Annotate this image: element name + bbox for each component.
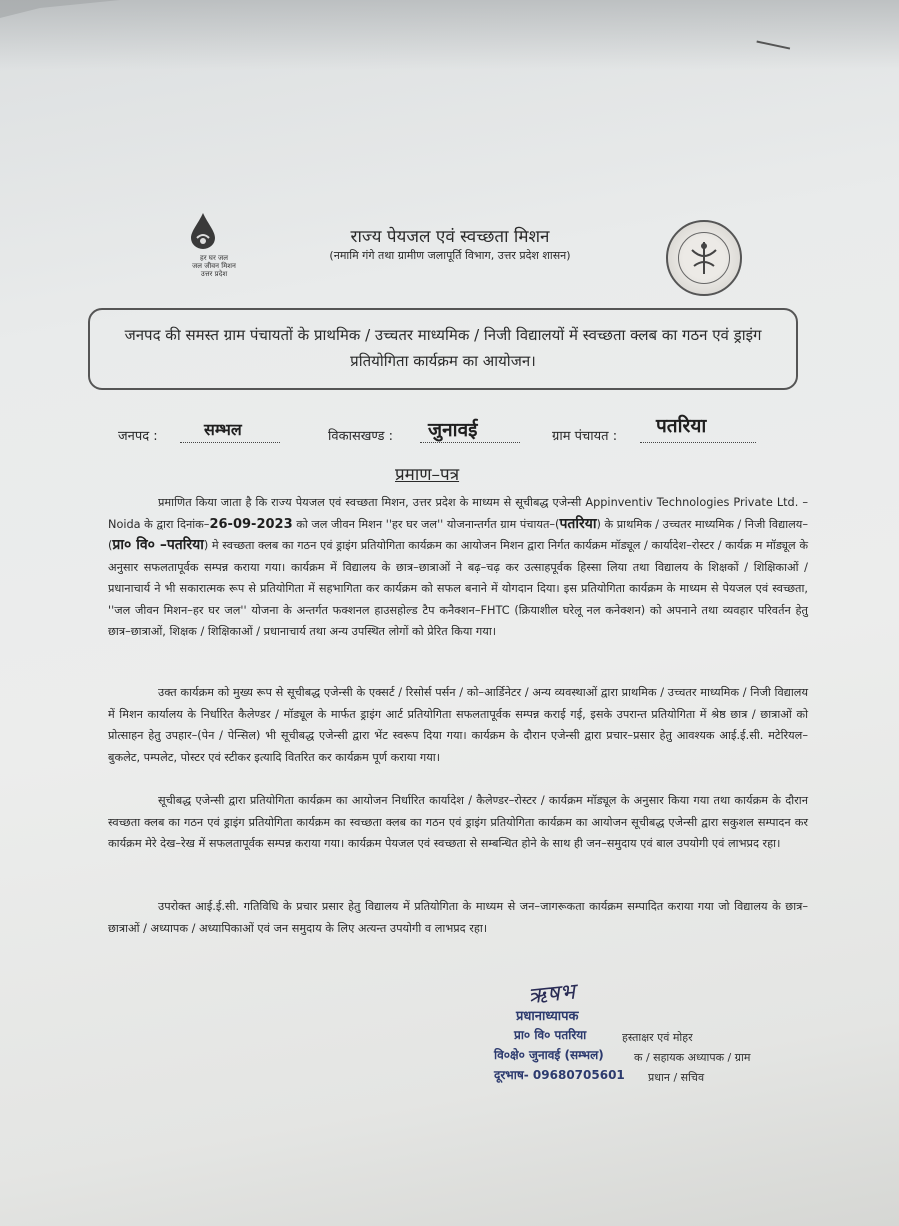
sign-side-1: हस्ताक्षर एवं मोहर bbox=[622, 1031, 693, 1044]
stamp-line-1: प्रधानाध्यापक bbox=[516, 1009, 579, 1024]
stamp-line-2: प्रा० वि० पतरिया bbox=[514, 1028, 587, 1042]
water-drop-icon bbox=[188, 212, 218, 250]
paper-shadow bbox=[0, 0, 899, 70]
logo-text-2: जल जीवन मिशन bbox=[192, 262, 236, 270]
stamp-line-3: वि०क्षे० जुनावई (सम्भल) bbox=[494, 1048, 604, 1062]
logo-text-1: हर घर जल bbox=[200, 254, 228, 262]
p1-gram: पतरिया bbox=[559, 515, 597, 532]
gram-value: पतरिया bbox=[656, 415, 707, 437]
header-subtitle: (नमामि गंगे तथा ग्रामीण जलापूर्ति विभाग, उत्तर प्रदेश शासन) bbox=[329, 249, 571, 262]
stamp-line-4: दूरभाष- 09680705601 bbox=[494, 1068, 625, 1082]
subject-box bbox=[88, 308, 798, 390]
sign-side-2: क / सहायक अध्यापक / ग्राम bbox=[634, 1051, 751, 1064]
logo-text-3: उत्तर प्रदेश bbox=[200, 270, 228, 278]
emblem-icon bbox=[688, 240, 720, 276]
signature-scribble: ऋषभ bbox=[526, 979, 577, 1010]
gram-label: ग्राम पंचायत : bbox=[552, 429, 618, 444]
vikaskhand-label: विकासखण्ड : bbox=[328, 429, 394, 444]
p1-text-c: ) के प्राथमिक / उच्चतर माध्यमिक / निजी विद्यालय–( bbox=[108, 517, 808, 552]
sign-side-3: प्रधान / सचिव bbox=[648, 1071, 705, 1084]
paragraph-2: उक्त कार्यक्रम को मुख्य रूप से सूचीबद्ध एजेन्सी के एक्सर्ट / रिसोर्स पर्सन / को–आर्डिनेटर / अन्य व्यवस्थाओं द्वारा प्राथमिक / उच्चतर माध्यमिक / निजी विद्यालय में मिशन कार्यालय के निर्धारित कैलेण्डर / मॉड्यूल के मार्फत ड्राइंग आर्ट प्रतियोगिता सफलतापूर्वक सम्पन्न कराई गई, इसके उपरान्त प्रतियोगिता में श्रेष्ठ छात्र / छात्राओं को प्रोत्साहन हेतु उपहार–(पेन / पेन्सिल) भी सूचीबद्ध एजेन्सी द्वारा भेंट स्वरूप दिया गया। कार्यक्रम के दौरान एजेन्सी द्वारा प्रचार–प्रसार हेतु आवश्यक आई.ई.सी. मटेरियल–बुकलेट, पम्पलेट, पोस्टर एवं स्टीकर इत्यादि वितरित कर कार्यक्रम पूर्ण कराया गया। bbox=[108, 686, 808, 764]
p1-school: प्रा० वि० –पतरिया bbox=[112, 537, 204, 553]
p1-date: 26-09-2023 bbox=[209, 516, 293, 532]
p1-text-b: को जल जीवन मिशन ''हर घर जल'' योजनान्तर्गत ग्राम पंचायत–( bbox=[292, 517, 560, 531]
vikaskhand-value: जुनावई bbox=[428, 419, 478, 441]
header-title: राज्य पेयजल एवं स्वच्छता मिशन bbox=[350, 227, 550, 247]
janpad-value: सम्भल bbox=[204, 420, 242, 439]
paragraph-1 bbox=[108, 492, 808, 643]
paragraph-3: सूचीबद्ध एजेन्सी द्वारा प्रतियोगिता कार्यक्रम का आयोजन निर्धारित कार्यादेश / कैलेण्डर–रोस्टर / कार्यक्रम मॉड्यूल के अनुसार किया गया तथा कार्यक्रम के दौरान स्वच्छता क्लब का गठन एवं ड्राइंग प्रतियोगिता कार्यक्रम का स्वच्छता क्लब का गठन एवं ड्राइंग प्रतियोगिता कार्यक्रम का आयोजन सूचीबद्ध एजेन्सी द्वारा सकुशल सम्पादन कर कार्यक्रम मेरे देख–रेख में सफलतापूर्वक सम्पन्न कराया गया। कार्यक्रम पेयजल एवं स्वच्छता से सम्बन्धित होने के साथ ही जन–समुदाय एवं बाल उपयोगी एवं लाभप्रद रहा। bbox=[108, 794, 808, 850]
subject-text: जनपद की समस्त ग्राम पंचायतों के प्राथमिक / उच्चतर माध्यमिक / निजी विद्यालयों में स्वच्छता क्लब का गठन एवं ड्राइंग प्रतियोगिता कार्यक्रम का आयोजन। bbox=[124, 326, 762, 370]
certificate-heading: प्रमाण–पत्र bbox=[395, 465, 460, 485]
har-ghar-jal-logo bbox=[188, 212, 240, 278]
p1-text-a: प्रमाणित किया जाता है कि राज्य पेयजल एवं स्वच्छता मिशन, उत्तर प्रदेश के माध्यम से सूचीबद्ध एजेन्सी Appinventiv Technologies Private Ltd. – Noida के द्वारा दिनांक– bbox=[108, 496, 808, 531]
janpad-label: जनपद : bbox=[118, 429, 158, 444]
up-state-seal bbox=[666, 220, 742, 296]
paragraph-4: उपरोक्त आई.ई.सी. गतिविधि के प्रचार प्रसार हेतु विद्यालय में प्रतियोगिता के माध्यम से जन–जागरूकता कार्यक्रम सम्पादित कराया गया जो विद्यालय के छात्र–छात्राओं / अध्यापक / अध्यापिकाओं एवं जन समुदाय के लिए अत्यन्त उपयोगी व लाभप्रद रहा। bbox=[108, 900, 808, 935]
p1-text-d: ) मे स्वच्छता क्लब का गठन एवं ड्राइंग प्रतियोगिता कार्यक्रम का आयोजन मिशन द्वारा निर्गत कार्यक्रम मॉड्यूल / कार्यादेश–रोस्टर / कार्यक्र म मॉड्यूल के अनुसार सफलतापूर्वक सम्पन्न कराया गया। कार्यक्रम में विद्यालय के छात्र–छात्राओं ने बढ़–चढ़ कर उत्साहपूर्वक हिस्सा लिया तथा विद्यालय के शिक्षकों / शिक्षिकाओं / प्रधानाचार्य ने भी सकारात्मक रूप से प्रतियोगिता में सहभागिता कर कार्यक्रम को सफल बनाने में योगदान दिया। इस प्रतियोगिता कार्यक्रम के माध्यम से पेयजल एवं स्वच्छता, ''जल जीवन मिशन–हर घर जल'' योजना के अन्तर्गत फक्शनल हाउसहोल्ड टैप कनैक्शन–FHTC (क्रियाशील घरेलू नल कनेक्शन) को अपनाने तथा व्यवहार परिवर्तन हेतु छात्र–छात्राओं, शिक्षक / शिक्षिकाओं / प्रधानाचार्य तथा अन्य उपस्थित लोगों को प्रेरित किया गया। bbox=[108, 539, 808, 638]
